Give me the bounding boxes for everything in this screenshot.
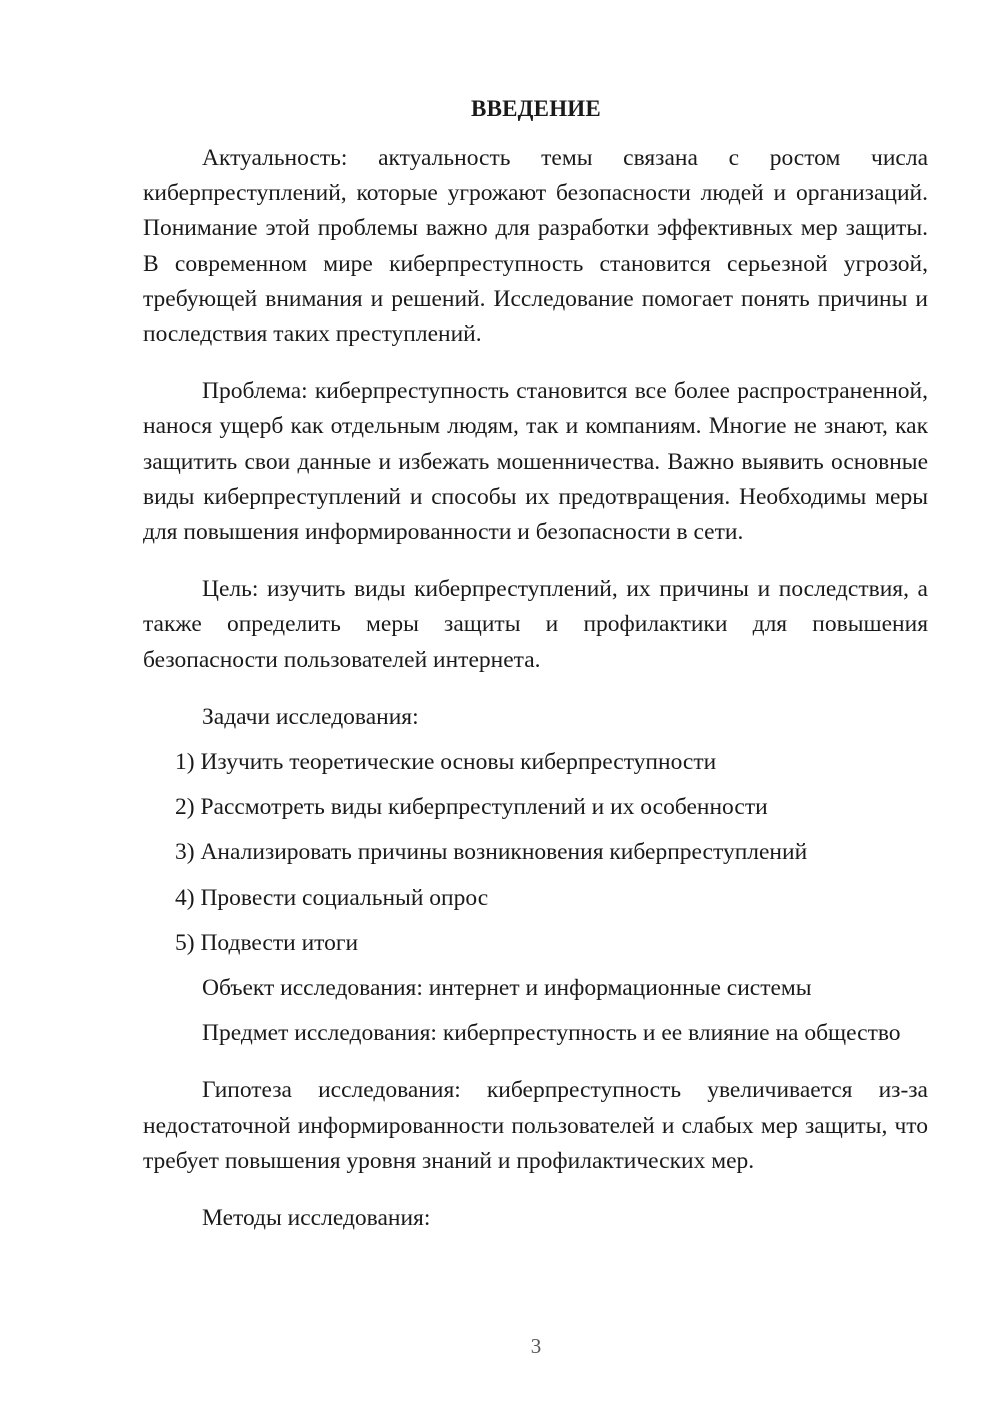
- problem-paragraph: Проблема: киберпреступность становится все более распространенной, нанося ущерб как отдельным людям, так и компаниям. Многие не знают, как защитить свои данные и избежать мошенничества. Важно выявить основные виды киберпреступлений и способы их предотвращения. Необходимы меры для повышения информированности и безопасности в сети.: [143, 378, 928, 546]
- tasks-heading: Задачи исследования:: [202, 703, 419, 730]
- task-item: 3) Анализировать причины возникновения киберпреступлений: [175, 839, 808, 866]
- task-item: 2) Рассмотреть виды киберпреступлений и их особенности: [175, 794, 768, 821]
- page-number: 3: [530, 1334, 542, 1358]
- task-item: 1) Изучить теоретические основы киберпреступности: [175, 749, 717, 776]
- subject-paragraph: Предмет исследования: киберпреступность и ее влияние на общество: [202, 1020, 901, 1047]
- relevance-paragraph: Актуальность: актуальность темы связана с ростом числа киберпреступлений, которые угрожают безопасности людей и организаций. Понимание этой проблемы важно для разработки эффективных мер защиты. В современном мире киберпреступность становится серьезной угрозой, требующей внимания и решений. Исследование помогает понять причины и последствия таких преступлений.: [143, 145, 928, 348]
- document-body: [143, 141, 928, 1236]
- goal-paragraph: Цель: изучить виды киберпреступлений, их причины и последствия, а также определить меры защиты и профилактики для повышения безопасности пользователей интернета.: [143, 576, 928, 673]
- page-title: ВВЕДЕНИЕ: [471, 96, 601, 121]
- task-item: 4) Провести социальный опрос: [175, 884, 489, 911]
- methods-heading: Методы исследования:: [202, 1204, 431, 1231]
- object-paragraph: Объект исследования: интернет и информационные системы: [202, 974, 812, 1001]
- hypothesis-paragraph: Гипотеза исследования: киберпреступность увеличивается из-за недостаточной информированности пользователей и слабых мер защиты, что требует повышения уровня знаний и профилактических мер.: [143, 1077, 928, 1174]
- task-item: 5) Подвести итоги: [175, 929, 359, 956]
